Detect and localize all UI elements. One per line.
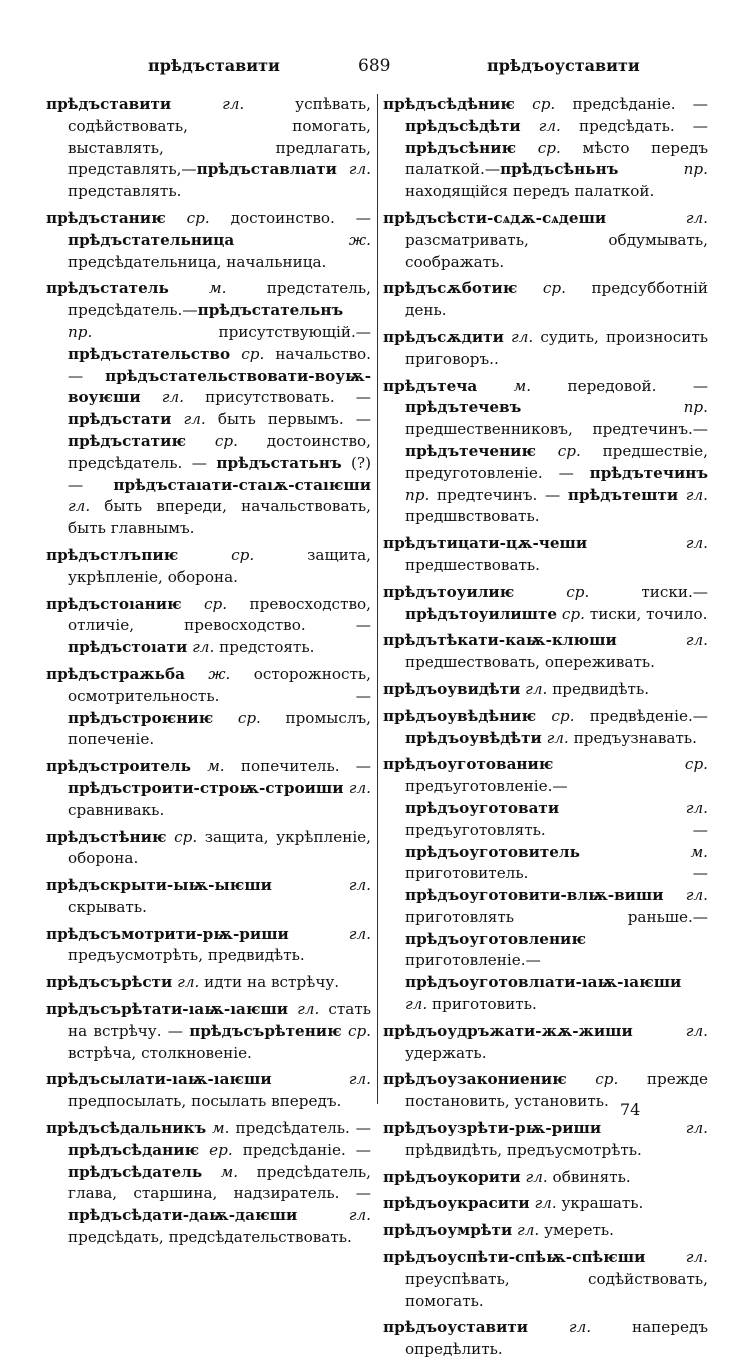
dictionary-entry (46, 999, 371, 1064)
headword: прѣдъоувидѣти (383, 679, 521, 698)
definition-text: предшествіе, предуготовленіе. — (405, 441, 708, 482)
headword: прѣдъсѣдѣниѥ (383, 95, 515, 113)
definition-text: предшественниковъ, предтечинъ.— (405, 420, 708, 439)
definition-text: предшествовать. (405, 555, 540, 574)
headword: прѣдъстательствовати-воуѭ-воуѥши (68, 366, 371, 407)
grammar-abbr: ж. (234, 230, 371, 249)
definition-text: приготовить. (432, 995, 537, 1014)
headword: прѣдъстательница (68, 230, 235, 249)
definition-text: обвинять. (552, 1167, 631, 1186)
dictionary-entry (46, 972, 371, 994)
headword: прѣдъстатиѥ (68, 431, 186, 450)
dictionary-entry (383, 679, 708, 701)
headword: прѣдъсѣсти-сѧдѫ-сѧдеши (383, 208, 607, 227)
headword: прѣдъоумрѣти (383, 1221, 513, 1240)
grammar-abbr: гл. (663, 886, 708, 905)
dictionary-entry (46, 827, 371, 871)
dictionary-entry (383, 533, 708, 577)
grammar-abbr: пр. (521, 398, 708, 417)
definition-text: предсубботній день. (405, 279, 708, 320)
grammar-abbr: ер. (199, 1140, 243, 1159)
definition-text: идти на встрѣчу. (204, 973, 340, 992)
definition-text: приготовлять раньше.— (405, 907, 708, 926)
headword: прѣдътечевъ (405, 398, 522, 417)
headword: прѣдъскрыти-ыѭ-ыѥши (46, 876, 272, 895)
grammar-abbr: ср. (166, 827, 205, 846)
definition-text: находящійся передъ палаткой. (405, 182, 655, 201)
grammar-abbr: гл. (528, 1318, 632, 1337)
headword: прѣдъсъмотрити-рѭ-риши (46, 924, 289, 943)
grammar-abbr: ср. (514, 95, 573, 113)
headword: прѣдъоуготованиѥ (383, 755, 554, 774)
grammar-abbr: ср. (514, 582, 642, 601)
grammar-abbr: ср. (178, 545, 308, 564)
definition-text: предсѣдательница, начальница. (68, 252, 327, 271)
definition-text: превосходство, отличіе, превосходство. — (68, 594, 371, 635)
dictionary-entry (46, 875, 371, 919)
definition-text: предъуготовлять. — (405, 820, 708, 839)
grammar-abbr: гл. (606, 208, 708, 227)
grammar-abbr: гл. (520, 679, 553, 698)
headword: прѣдъоукорити (383, 1167, 521, 1186)
grammar-abbr: м. (168, 279, 267, 298)
dictionary-entry (383, 208, 708, 273)
definition-text: предсѣдать, предсѣдательствовать. (68, 1228, 352, 1247)
headword: прѣдъсѫботиѥ (383, 279, 518, 298)
dictionary-entry (383, 1317, 708, 1361)
headword: прѣдъстѣниѥ (46, 827, 167, 846)
headword: прѣдъсѫдити (383, 327, 504, 346)
definition-text: начальство. — (68, 344, 371, 385)
headword: прѣдъоуспѣти-спѣѭ-спѣѥши (383, 1248, 646, 1267)
definition-text: тиски.— (641, 582, 708, 601)
headword: прѣдъсърѣсти (46, 973, 173, 992)
grammar-abbr: м. (206, 1119, 236, 1138)
definition-text: преуспѣвать, содѣйствовать, помогать. (405, 1269, 708, 1310)
grammar-abbr: ср. (230, 344, 276, 363)
dictionary-entry (46, 1069, 371, 1113)
definition-text: скрывать. (68, 897, 147, 916)
grammar-abbr: гл. (541, 728, 574, 747)
grammar-abbr: ср. (516, 138, 583, 157)
grammar-abbr: м. (579, 842, 708, 861)
grammar-abbr: ср. (186, 431, 267, 450)
dictionary-entry (383, 376, 708, 529)
left-column (46, 94, 371, 1254)
headword: прѣдъстоıаниѥ (46, 594, 182, 613)
definition-text: встрѣча, столкновеніе. (68, 1043, 252, 1062)
dictionary-entry (383, 1193, 708, 1215)
headword: прѣдъоуготовитель (405, 842, 580, 861)
definition-text: предпосылать, посылать впередъ. (68, 1092, 342, 1111)
signature-mark: 74 (620, 1100, 641, 1119)
definition-text: сравнивакь. (68, 800, 165, 819)
grammar-abbr: гл. (171, 95, 296, 113)
definition-text: достоинство. — (230, 208, 371, 227)
grammar-abbr: гл. (405, 995, 433, 1014)
grammar-abbr: гл. (343, 778, 371, 797)
dictionary-entry (383, 1069, 708, 1113)
dictionary-entry (46, 594, 371, 659)
definition-text: защита, укрѣпленіе, оборона. (68, 545, 371, 586)
grammar-abbr: гл. (503, 327, 541, 346)
definition-text: представлять. (68, 182, 182, 201)
grammar-abbr: гл. (140, 388, 206, 407)
definition-text: предъуготовленіе.— (405, 777, 568, 796)
grammar-abbr: м. (202, 1162, 257, 1181)
dictionary-entry (46, 94, 371, 203)
dictionary-entry (46, 278, 371, 540)
headword: прѣдъсѣданиѥ (68, 1140, 200, 1159)
headword: прѣдъоуготовати (405, 798, 560, 817)
headword: прѣдъсърѣтати-ıаѭ-ıаѥши (46, 1000, 289, 1019)
definition-text: приготовленіе.— (405, 951, 541, 970)
definition-text: умереть. (544, 1221, 615, 1240)
dictionary-entry (383, 582, 708, 626)
definition-text: успѣвать, содѣйствовать, помогать, выставлять, предлагать, представлять,— (68, 95, 371, 179)
headword: прѣдъставити (46, 95, 172, 113)
definition-text: присутствовать. — (205, 388, 371, 407)
headword: прѣдътечениѥ (405, 441, 537, 460)
headword: прѣдъстати (68, 410, 172, 429)
headword: прѣдъоудръжати-жѫ-жиши (383, 1021, 633, 1040)
definition-text: предсѣдать. — (578, 116, 708, 135)
headword: прѣдъоуготовити-влѭ-виши (405, 886, 664, 905)
definition-text: приготовитель. — (405, 864, 708, 883)
definition-text: тиски, точило. (589, 604, 708, 623)
definition-text: судить, произносить приговоръ.. (405, 327, 708, 368)
dictionary-entry (383, 1220, 708, 1242)
running-head-right: прѣдъоуставити (487, 56, 640, 75)
grammar-abbr: гл. (512, 1221, 545, 1240)
definition-text: мѣсто передъ палаткой.— (405, 138, 709, 179)
definition-text: удержать. (405, 1043, 487, 1062)
dictionary-entry (383, 754, 708, 1016)
grammar-abbr: гл. (559, 798, 708, 817)
grammar-abbr: гл. (616, 631, 708, 650)
dictionary-entry (383, 94, 708, 203)
grammar-abbr: ср. (557, 604, 590, 623)
dictionary-entry (383, 1118, 708, 1162)
headword: прѣдъстроѥниѥ (68, 708, 214, 727)
grammar-abbr: гл. (520, 116, 579, 135)
dictionary-entry (383, 630, 708, 674)
headword: прѣдътѣкати-каѭ-клюши (383, 631, 617, 650)
definition-text: предсѣданіе. — (572, 95, 708, 113)
definition-text: промыслъ, попеченіе. (68, 708, 371, 749)
headword: прѣдъстательнъ (197, 301, 344, 320)
definition-text: предсѣдатель, глава, старшина, надзиратель. — (68, 1162, 371, 1203)
headword: прѣдъсърѣтениѥ (189, 1021, 342, 1040)
headword: прѣдъсѣньнъ (500, 160, 619, 179)
headword: прѣдъоузакониениѥ (383, 1070, 567, 1089)
dictionary-entry (46, 545, 371, 589)
headword: прѣдътицати-цѫ-чеши (383, 534, 588, 553)
definition-text: осторожность, осмотрительность. — (68, 664, 371, 705)
definition-text: предстатель, предсѣдатель.— (68, 279, 371, 320)
headword: прѣдътечинъ (589, 463, 708, 482)
definition-text: предвидѣть. (552, 679, 650, 698)
definition-text: предсѣданіе. — (242, 1140, 371, 1159)
headword: прѣдъстоıати (68, 638, 188, 657)
definition-text: стать на встрѣчу. — (68, 1000, 371, 1040)
grammar-abbr: гл. (529, 1194, 562, 1213)
headword: прѣдъсѣдѣти (405, 116, 521, 135)
dictionary-entry (383, 1021, 708, 1065)
headword: прѣдътоуилиште (405, 604, 558, 623)
grammar-abbr: пр. (68, 322, 219, 341)
headword: прѣдъоуготовлениѥ (405, 929, 586, 948)
grammar-abbr: ср. (341, 1021, 371, 1040)
headword: прѣдъстаıати-стаıѫ-стаıѥши (113, 475, 371, 494)
headword: прѣдъстроитель (46, 757, 191, 776)
headword: прѣдътешти (567, 485, 679, 504)
grammar-abbr: пр. (405, 485, 437, 504)
grammar-abbr: гл. (288, 924, 371, 943)
definition-text: предстоять. (219, 638, 315, 657)
right-column (383, 94, 708, 1366)
grammar-abbr: гл. (632, 1021, 708, 1040)
grammar-abbr: гл. (68, 497, 105, 516)
headword: прѣдъсѣниѥ (405, 138, 517, 157)
grammar-abbr: м. (190, 757, 241, 776)
definition-text: защита, укрѣпленіе, оборона. (68, 827, 371, 868)
running-head-left: прѣдъставити (148, 56, 280, 75)
headword: прѣдъоузрѣти-рѭ-риши (383, 1119, 602, 1138)
definition-text: быть первымъ. — (217, 410, 371, 429)
headword: прѣдъстражьба (46, 664, 185, 683)
grammar-abbr: гл. (336, 160, 371, 179)
grammar-abbr: гл. (297, 1206, 371, 1225)
grammar-abbr: ср. (165, 208, 231, 227)
dictionary-entry (383, 278, 708, 322)
definition-text: попечитель. — (240, 757, 371, 776)
definition-text: разсматривать, обдумывать, соображать. (405, 230, 708, 271)
grammar-abbr: гл. (172, 973, 205, 992)
headword: прѣдъстательство (68, 344, 231, 363)
grammar-abbr: ср. (517, 279, 592, 298)
grammar-abbr: гл. (271, 876, 371, 895)
headword: прѣдъставлıати (196, 160, 337, 179)
dictionary-entry (383, 1247, 708, 1312)
definition-text: присутствующій.— (218, 322, 371, 341)
definition-text: быть впереди, начальствовать, быть главнымъ. (68, 497, 371, 538)
dictionary-entry (383, 1167, 708, 1189)
headword: прѣдъоуставити (383, 1318, 529, 1337)
headword: прѣдъсылати-ıаѭ-ıаѥши (46, 1070, 272, 1089)
headword: прѣдъстлъпиѥ (46, 545, 179, 564)
definition-text: передовой. — (567, 376, 709, 395)
grammar-abbr: гл. (601, 1119, 708, 1138)
grammar-abbr: гл. (520, 1167, 553, 1186)
headword: прѣдъстаниѥ (46, 208, 166, 227)
column-divider (377, 94, 378, 1104)
definition-text: прежде постановить, установить. (405, 1070, 708, 1111)
grammar-abbr: ж. (184, 664, 254, 683)
definition-text: предъусмотрѣть, предвидѣть. (68, 946, 305, 965)
definition-text: предтечинъ. — (437, 485, 568, 504)
dictionary-entry (46, 1118, 371, 1249)
definition-text: предшествовать, опереживать. (405, 653, 655, 672)
grammar-abbr: гл. (587, 534, 708, 553)
definition-text: напередъ опредѣлить. (405, 1318, 708, 1359)
headword: прѣдъсѣдати-даѭ-даѥши (68, 1206, 298, 1225)
grammar-abbr: ср. (536, 441, 603, 460)
headword: прѣдъсѣдатель (68, 1162, 203, 1181)
headword: прѣдъстроити-строѭ-строиши (68, 778, 344, 797)
page-number: 689 (358, 56, 391, 76)
definition-text: украшать. (561, 1194, 644, 1213)
grammar-abbr: ср. (536, 706, 590, 725)
grammar-abbr: гл. (271, 1070, 371, 1089)
grammar-abbr: ср. (553, 755, 708, 774)
definition-text: прѣдвидѣть, предъусмотрѣть. (405, 1140, 642, 1159)
grammar-abbr: пр. (618, 160, 708, 179)
headword: прѣдътеча (383, 376, 478, 395)
dictionary-entry (46, 208, 371, 273)
dictionary-entry (46, 664, 371, 751)
grammar-abbr: гл. (171, 410, 218, 429)
grammar-abbr: ср. (181, 594, 250, 613)
grammar-abbr: м. (477, 376, 568, 395)
grammar-abbr: гл. (678, 485, 708, 504)
dictionary-entry (46, 924, 371, 968)
grammar-abbr: ср. (566, 1070, 647, 1089)
dictionary-entry (46, 756, 371, 821)
headword: прѣдъстатель (46, 279, 169, 298)
headword: прѣдъстатьнъ (216, 453, 342, 472)
definition-text: (?) — (68, 453, 372, 494)
dictionary-entry (383, 706, 708, 750)
definition-text: достоинство, предсѣдатель. — (68, 431, 371, 472)
grammar-abbr: ср. (213, 708, 286, 727)
headword: прѣдътоуилиѥ (383, 582, 515, 601)
headword: прѣдъоукрасити (383, 1194, 530, 1213)
definition-text: предшвствовать. (405, 507, 540, 526)
headword: прѣдъсѣдальникъ (46, 1119, 207, 1138)
definition-text: предсѣдатель. — (235, 1119, 371, 1138)
headword: прѣдъоуготовлıати-ıаѭ-ıаѥши (405, 973, 682, 992)
definition-text: предъузнавать. (573, 728, 697, 747)
grammar-abbr: гл. (645, 1248, 708, 1267)
definition-text: предвѣденіе.— (589, 706, 708, 725)
headword: прѣдъоувѣдѣниѥ (383, 706, 537, 725)
grammar-abbr: гл. (187, 638, 220, 657)
headword: прѣдъоувѣдѣти (405, 728, 542, 747)
dictionary-entry (383, 327, 708, 371)
grammar-abbr: гл. (288, 1000, 329, 1019)
